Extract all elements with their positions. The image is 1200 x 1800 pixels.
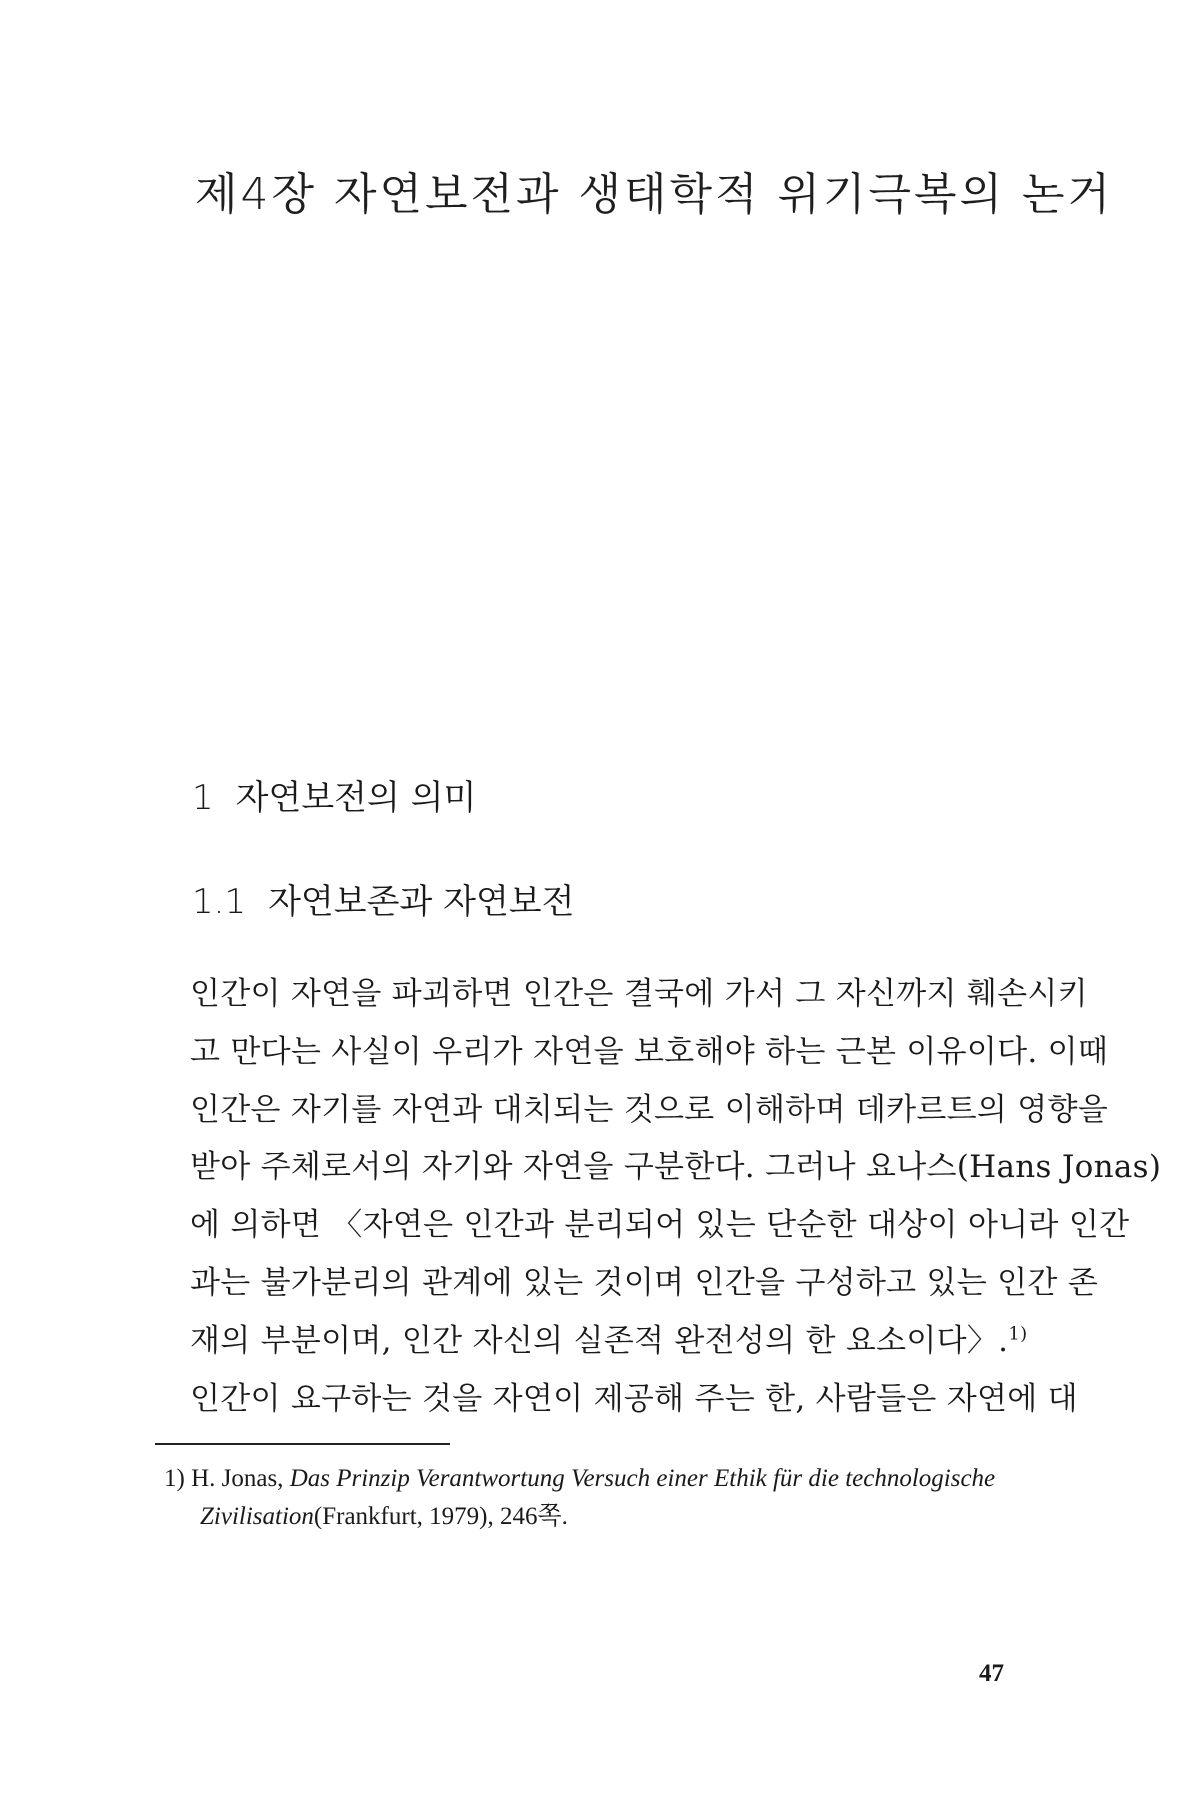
body-line-with-footnote (190, 1313, 1040, 1371)
subsection-heading (192, 874, 574, 923)
section-heading (192, 770, 476, 819)
footnote-details: (Frankfurt, 1979), 246쪽. (313, 1503, 568, 1530)
footnote-label: 1) (164, 1465, 185, 1492)
page-number: 47 (979, 1660, 1004, 1687)
subsection-title: 자연보존과 자연보전 (268, 882, 575, 922)
body-line: 인간이 요구하는 것을 자연이 제공해 주는 한, 사람들은 자연에 대 (190, 1380, 1078, 1417)
section-number: 1 (192, 778, 214, 818)
body-line: 고 만다는 사실이 우리가 자연을 보호해야 하는 근본 이유이다. 이때 (190, 1033, 1109, 1070)
footnote (164, 1460, 1044, 1536)
footnote-line-2 (164, 1498, 1044, 1536)
section-title: 자연보전의 의미 (235, 778, 477, 818)
footnote-divider (155, 1443, 450, 1445)
footnote-author: H. Jonas, (191, 1465, 284, 1492)
body-line: 인간은 자기를 자연과 대치되는 것으로 이해하며 데카르트의 영향을 (190, 1091, 1108, 1128)
body-line: 에 의하면 〈자연은 인간과 분리되어 있는 단순한 대상이 아니라 인간 (190, 1207, 1130, 1244)
body-line-text: 재의 부분이며, 인간 자신의 실존적 완전성의 한 요소이다〉. (190, 1322, 1009, 1359)
subsection-number: 1.1 (192, 882, 247, 922)
body-line: 받아 주체로서의 자기와 자연을 구분한다. 그러나 요나스(Hans Jonas) (190, 1149, 1162, 1186)
chapter-title: 제4장 자연보전과 생태학적 위기극복의 논거 (195, 169, 1114, 220)
footnote-book-title-cont: Zivilisation (200, 1503, 314, 1530)
body-line: 과는 불가분리의 관계에 있는 것이며 인간을 구성하고 있는 인간 존 (190, 1264, 1099, 1301)
body-paragraph (190, 966, 1162, 1428)
footnote-book-title: Das Prinzip Verantwortung Versuch einer Ethik für die technologische (289, 1465, 996, 1492)
footnote-line-1 (164, 1460, 1044, 1498)
body-line: 인간이 자연을 파괴하면 인간은 결국에 가서 그 자신까지 훼손시키 (190, 976, 1088, 1012)
footnote-reference[interactable]: 1) (1008, 1323, 1028, 1345)
